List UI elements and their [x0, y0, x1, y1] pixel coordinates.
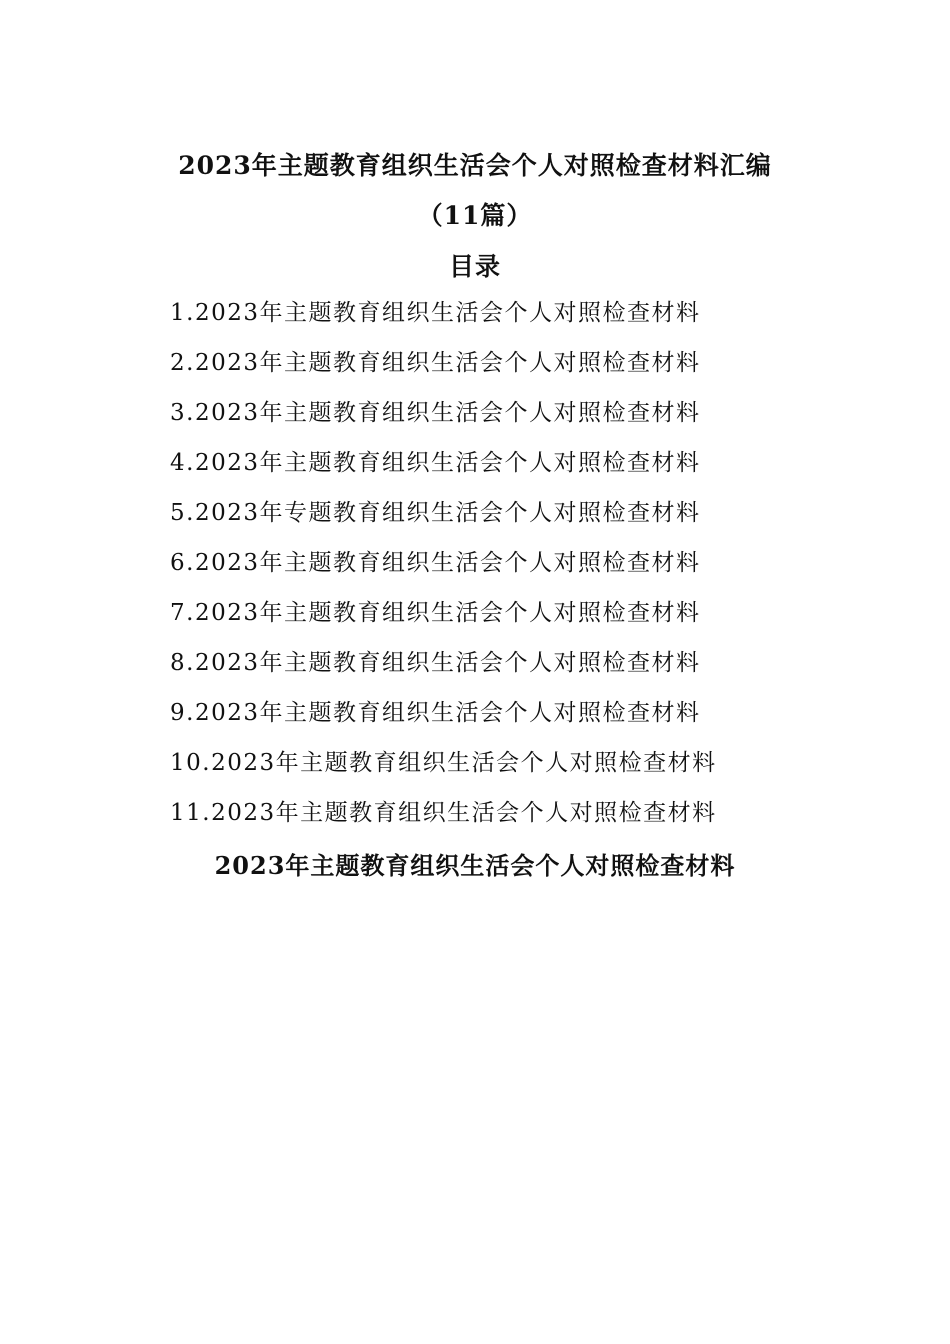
toc-item[interactable]: 8.2023年主题教育组织生活会个人对照检查材料: [170, 650, 701, 676]
document-count: （11篇）: [417, 201, 533, 230]
toc-item[interactable]: 11.2023年主题教育组织生活会个人对照检查材料: [170, 800, 717, 826]
toc-item[interactable]: 7.2023年主题教育组织生活会个人对照检查材料: [170, 600, 701, 626]
toc-item[interactable]: 9.2023年主题教育组织生活会个人对照检查材料: [170, 700, 701, 726]
toc-item[interactable]: 5.2023年专题教育组织生活会个人对照检查材料: [170, 500, 701, 526]
document-title: 2023年主题教育组织生活会个人对照检查材料汇编: [178, 151, 772, 180]
toc-heading: 目录: [448, 252, 501, 281]
toc-item[interactable]: 10.2023年主题教育组织生活会个人对照检查材料: [170, 750, 717, 776]
toc-item[interactable]: 6.2023年主题教育组织生活会个人对照检查材料: [170, 550, 701, 576]
section-title: 2023年主题教育组织生活会个人对照检查材料: [214, 851, 736, 880]
toc-item[interactable]: 4.2023年主题教育组织生活会个人对照检查材料: [170, 450, 701, 476]
toc-item[interactable]: 3.2023年主题教育组织生活会个人对照检查材料: [170, 400, 701, 426]
toc-list: [170, 297, 717, 847]
toc-item[interactable]: 1.2023年主题教育组织生活会个人对照检查材料: [170, 300, 701, 326]
toc-item[interactable]: 2.2023年主题教育组织生活会个人对照检查材料: [170, 350, 701, 376]
